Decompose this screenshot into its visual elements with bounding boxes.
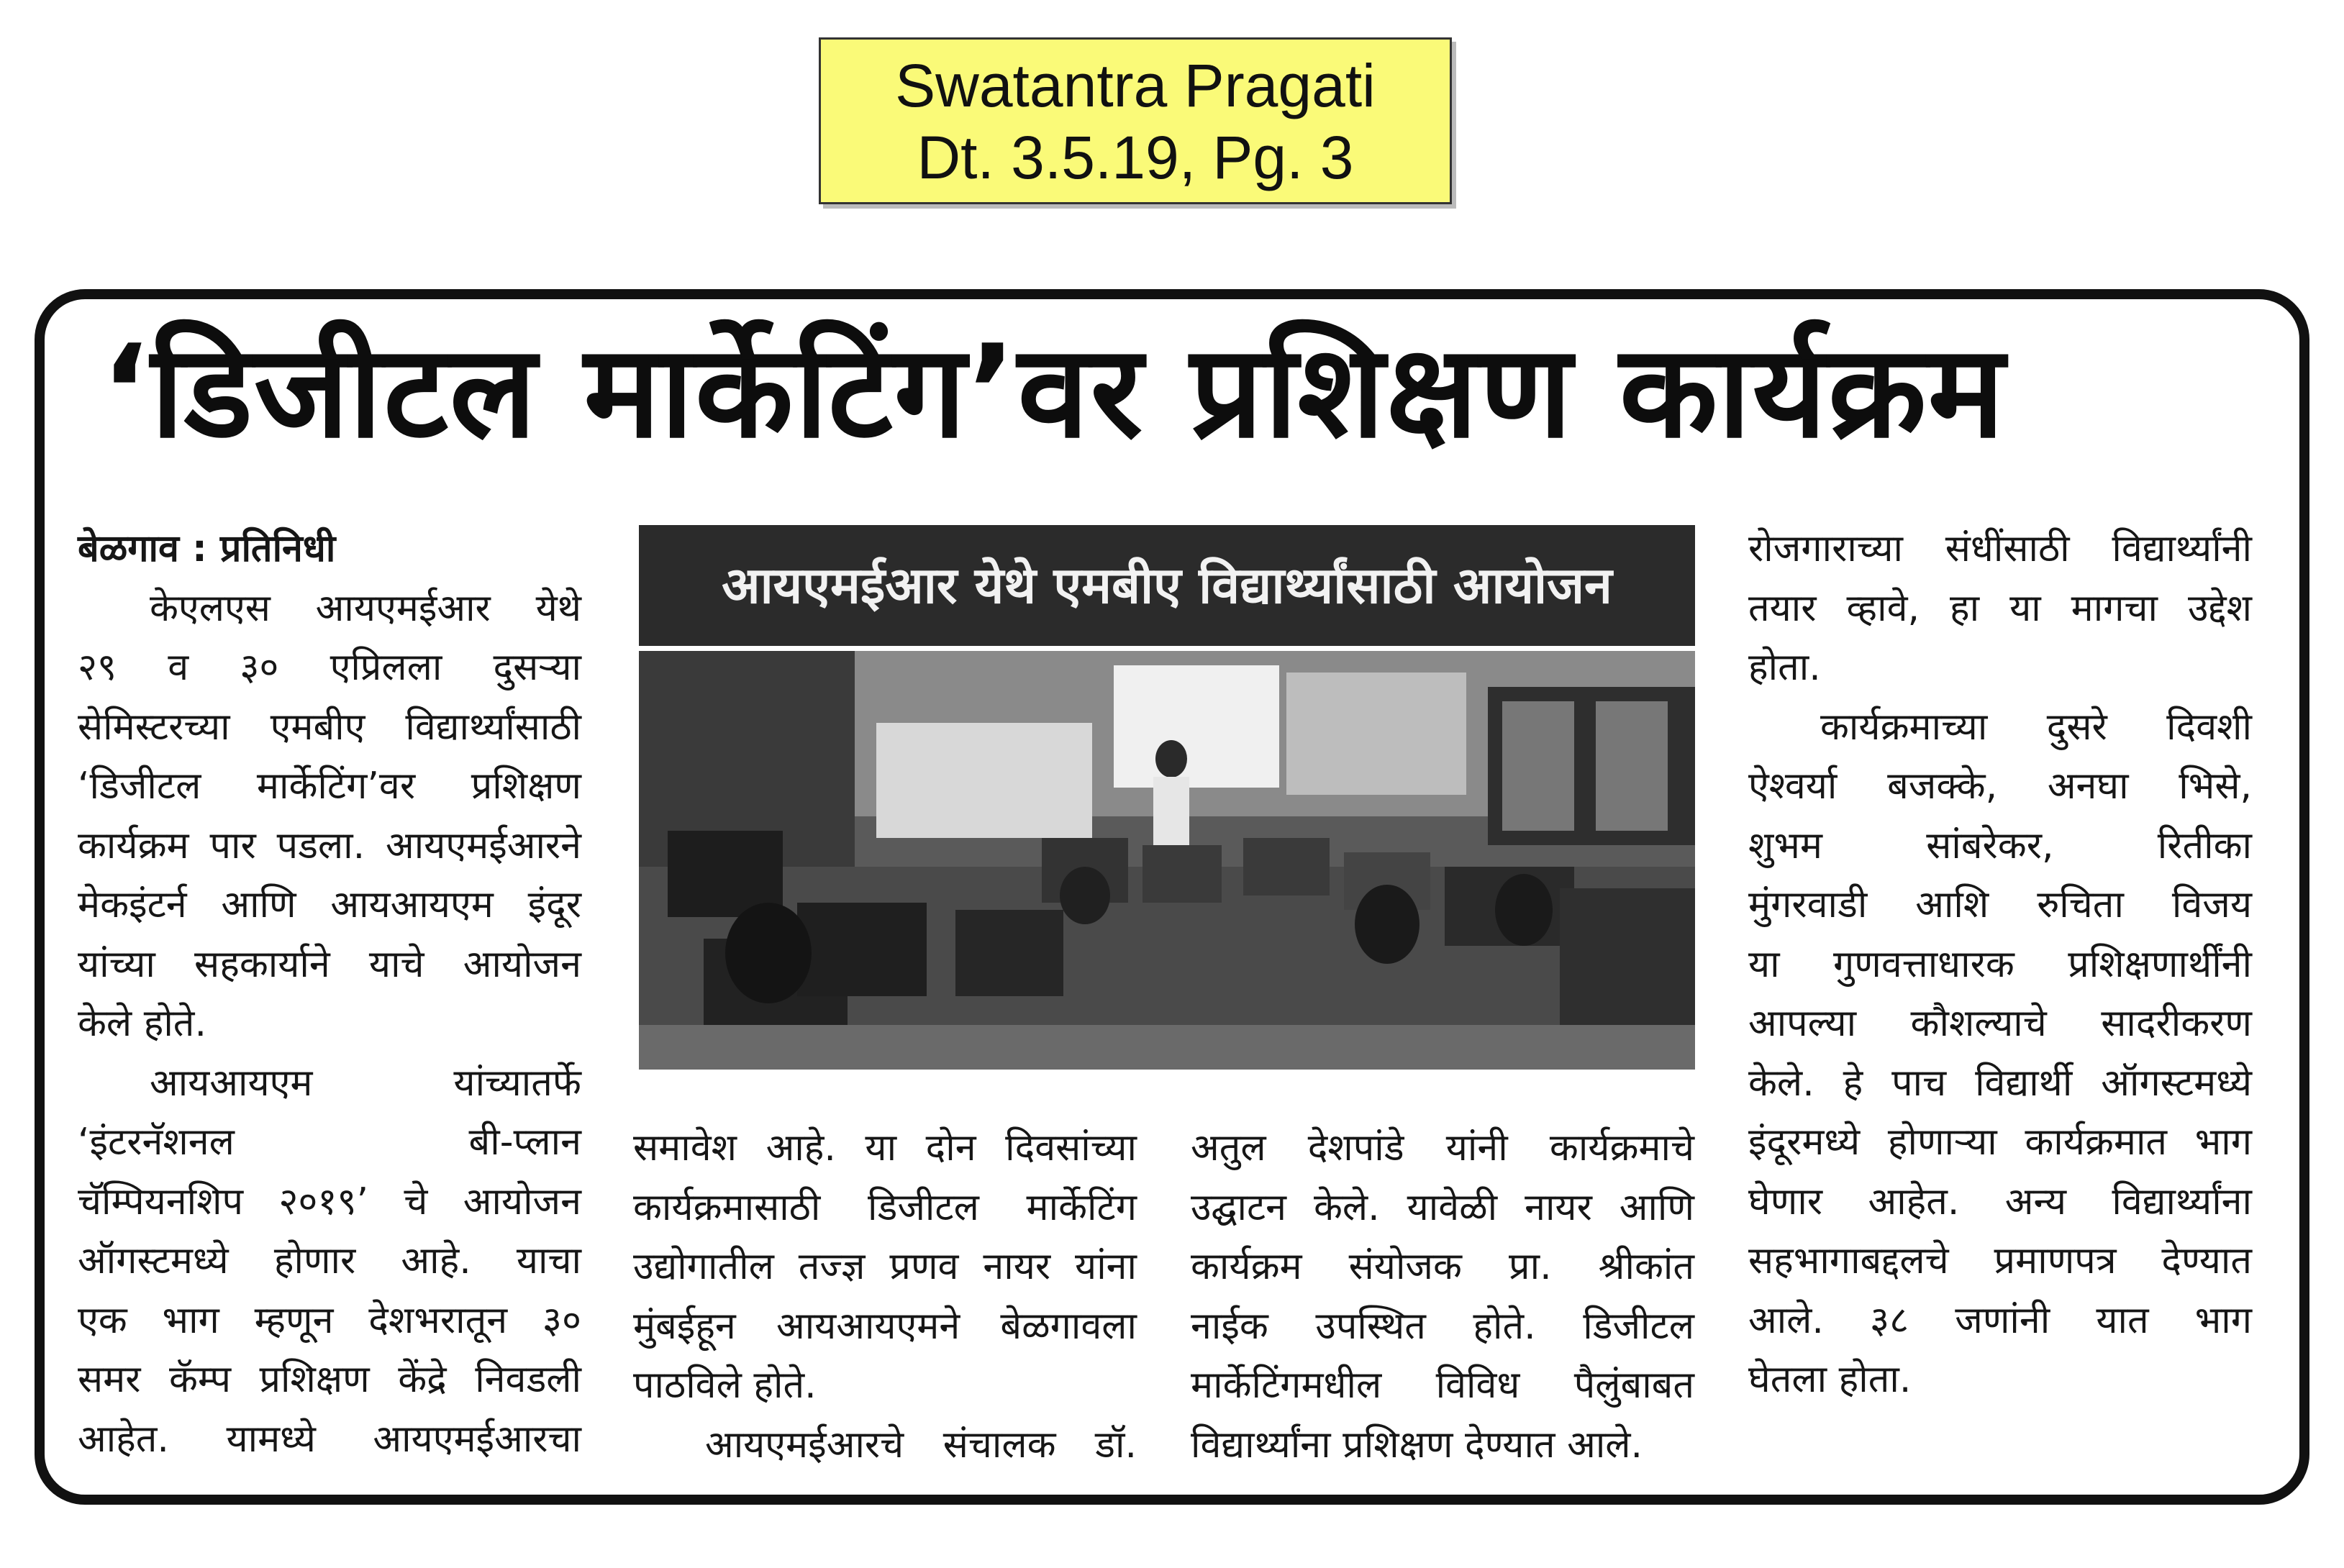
text-line: इंदूरमध्ये होणाऱ्या कार्यक्रमात भाग — [1748, 1121, 2252, 1164]
text-line: उद्योगातील तज्ज्ञ प्रणव नायर यांना — [633, 1245, 1137, 1288]
text-line: कार्यक्रम पार पडला. आयएमईआरने — [78, 824, 581, 867]
text-line: रोजगाराच्या संधींसाठी विद्यार्थ्यांनी — [1748, 527, 2252, 570]
text-line: घेणार आहेत. अन्य विद्यार्थ्यांना — [1748, 1180, 2252, 1223]
byline: बेळगाव : प्रतिनिधी — [78, 527, 336, 570]
text-line: ‘इंटरनॅशनल बी-प्लान — [78, 1121, 581, 1164]
text-line: एक भाग म्हणून देशभरातून ३० — [78, 1298, 581, 1342]
text-line: आयएमईआरचे संचालक डॉ. — [705, 1423, 1137, 1467]
text-line: आहेत. यामध्ये आयएमईआरचा — [78, 1417, 581, 1461]
text-line: विद्यार्थ्यांना प्रशिक्षण देण्यात आले. — [1191, 1423, 1643, 1467]
text-line: यांच्या सहकार्याने याचे आयोजन — [78, 942, 581, 986]
article-column-3 — [1191, 1118, 1694, 1474]
article-column-2 — [633, 1118, 1137, 1474]
text-line: सेमिस्टरच्या एमबीए विद्यार्थ्यांसाठी — [78, 705, 581, 749]
text-line: केले होते. — [78, 1002, 206, 1045]
text-line: कार्यक्रम संयोजक प्रा. श्रीकांत — [1191, 1245, 1694, 1288]
text-line: आयआयएम यांच्यातर्फे — [150, 1061, 581, 1105]
text-line: पाठविले होते. — [633, 1364, 817, 1407]
source-label-date: Dt. 3.5.19, Pg. 3 — [917, 124, 1354, 191]
article-column-1 — [78, 519, 581, 1469]
text-line: मेकइंटर्न आणि आयआयएम इंदूर — [78, 883, 581, 926]
text-line: समर कॅम्प प्रशिक्षण केंद्रे निवडली — [78, 1358, 581, 1401]
text-line: कार्यक्रमाच्या दुसरे दिवशी — [1820, 705, 2252, 749]
text-line: या गुणवत्ताधारक प्रशिक्षणार्थींनी — [1748, 942, 2252, 986]
text-line: शुभम सांबरेकर, रितीका — [1748, 824, 2252, 867]
text-line: तयार व्हावे, हा या मागचा उद्देश — [1748, 586, 2252, 630]
classroom-photo-icon — [639, 651, 1695, 1070]
text-line: समावेश आहे. या दोन दिवसांच्या — [633, 1126, 1137, 1170]
text-line: मार्केटिंगमधील विविध पैलुंबाबत — [1191, 1364, 1694, 1407]
text-line: उद्घाटन केले. यावेळी नायर आणि — [1191, 1185, 1694, 1229]
text-line: घेतला होता. — [1748, 1358, 1912, 1401]
text-line: मुंबईहून आयआयएमने बेळगावला — [633, 1304, 1137, 1348]
text-line: केले. हे पाच विद्यार्थी ऑगस्टमध्ये — [1748, 1061, 2252, 1105]
source-label-paper: Swatantra Pragati — [895, 52, 1376, 119]
text-line: मुंगरवाडी आशि रुचिता विजय — [1748, 883, 2252, 926]
text-line: आले. ३८ जणांनी यात भाग — [1748, 1298, 2252, 1342]
text-line: कार्यक्रमासाठी डिजीटल मार्केटिंग — [633, 1185, 1137, 1229]
classroom-photo — [639, 651, 1695, 1070]
source-label — [819, 37, 1452, 204]
text-line: ऑगस्टमध्ये होणार आहे. याचा — [78, 1239, 581, 1282]
photo-banner: आयएमईआर येथे एमबीए विद्यार्थ्यांसाठी आयोजन — [639, 525, 1695, 646]
text-line: सहभागाबद्दलचे प्रमाणपत्र देण्यात — [1748, 1239, 2252, 1282]
article-column-4 — [1748, 519, 2252, 1410]
text-line: केएलएस आयएमईआर येथे — [150, 586, 581, 630]
text-line: नाईक उपस्थित होते. डिजीटल — [1191, 1304, 1694, 1348]
text-line: चॅम्पियनशिप २०१९’ चे आयोजन — [78, 1180, 581, 1223]
text-line: २९ व ३० एप्रिलला दुसऱ्या — [78, 646, 581, 689]
article-headline: ‘डिजीटल मार्केटिंग’वर प्रशिक्षण कार्यक्रम — [101, 317, 2007, 466]
text-line: ‘डिजीटल मार्केटिंग’वर प्रशिक्षण — [78, 765, 581, 808]
text-line: अतुल देशपांडे यांनी कार्यक्रमाचे — [1191, 1126, 1694, 1170]
text-line: ऐश्वर्या बजक्के, अनघा भिसे, — [1748, 765, 2252, 808]
text-line: होता. — [1748, 646, 1821, 689]
text-line: आपल्या कौशल्याचे सादरीकरण — [1748, 1002, 2252, 1045]
